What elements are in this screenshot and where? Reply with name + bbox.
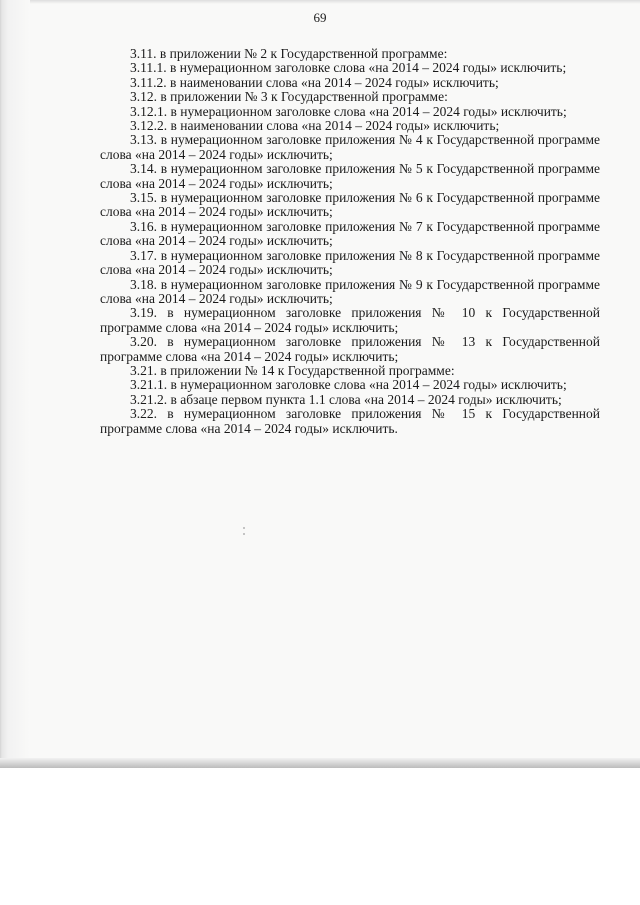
- paragraph-3-15: 3.15. в нумерационном заголовке приложения № 6 к Государственной программе слова «на 2014 – 2024 годы» исключить;: [100, 190, 604, 220]
- paragraph-3-18: 3.18. в нумерационном заголовке приложения № 9 к Государственной программе слова «на 2014 – 2024 годы» исключить;: [100, 276, 604, 306]
- paragraph-3-12-1: 3.12.1. в нумерационном заголовке слова «на 2014 – 2024 годы» исключить;: [130, 103, 567, 119]
- paragraph-3-11: 3.11. в приложении № 2 к Государственной программе:: [130, 46, 448, 61]
- paragraph-3-17: 3.17. в нумерационном заголовке приложения № 8 к Государственной программе слова «на 2014 – 2024 годы» исключить;: [100, 247, 604, 278]
- paragraph-3-11-2: 3.11.2. в наименовании слова «на 2014 – 2024 годы» исключить;: [130, 74, 499, 90]
- scan-speck: [243, 527, 245, 529]
- paragraph-3-20: 3.20. в нумерационном заголовке приложения № 13 к Государственной программе слова «на 2014 – 2024 годы» исключить;: [100, 334, 604, 364]
- paragraph-3-21-1: 3.21.1. в нумерационном заголовке слова «на 2014 – 2024 годы» исключить;: [130, 377, 567, 393]
- page-number: 69: [313, 10, 327, 25]
- paragraph-3-16: 3.16. в нумерационном заголовке приложения № 7 к Государственной программе слова «на 2014 – 2024 годы» исключить;: [100, 218, 604, 249]
- paragraph-3-21: 3.21. в приложении № 14 к Государственной программе:: [130, 362, 455, 378]
- paragraph-3-11-1: 3.11.1. в нумерационном заголовке слова «на 2014 – 2024 годы» исключить;: [130, 60, 567, 76]
- paragraph-3-12-2: 3.12.2. в наименовании слова «на 2014 – 2024 годы» исключить;: [130, 118, 500, 134]
- document-body: [100, 46, 604, 436]
- scan-shadow-top: [0, 0, 640, 4]
- paragraph-3-19: 3.19. в нумерационном заголовке приложения № 10 к Государственной программе слова «на 2014 – 2024 годы» исключить;: [100, 305, 604, 335]
- paragraph-3-13: 3.13. в нумерационном заголовке приложения № 4 к Государственной программе слова «на 2014 – 2024 годы» исключить;: [100, 132, 604, 162]
- scan-speck: [243, 533, 245, 535]
- paragraph-3-22: 3.22. в нумерационном заголовке приложения № 15 к Государственной программе слова «на 2014 – 2024 годы» исключить.: [100, 406, 604, 436]
- paragraph-3-21-2: 3.21.2. в абзаце первом пункта 1.1 слова «на 2014 – 2024 годы» исключить;: [130, 391, 562, 407]
- paragraph-3-12: 3.12. в приложении № 3 к Государственной программе:: [130, 89, 448, 105]
- blank-margin-below-scan: [0, 768, 640, 905]
- scan-shadow-left: [0, 0, 30, 768]
- scan-shadow-bottom: [0, 758, 640, 768]
- paragraph-3-14: 3.14. в нумерационном заголовке приложения № 5 к Государственной программе слова «на 2014 – 2024 годы» исключить;: [100, 161, 604, 191]
